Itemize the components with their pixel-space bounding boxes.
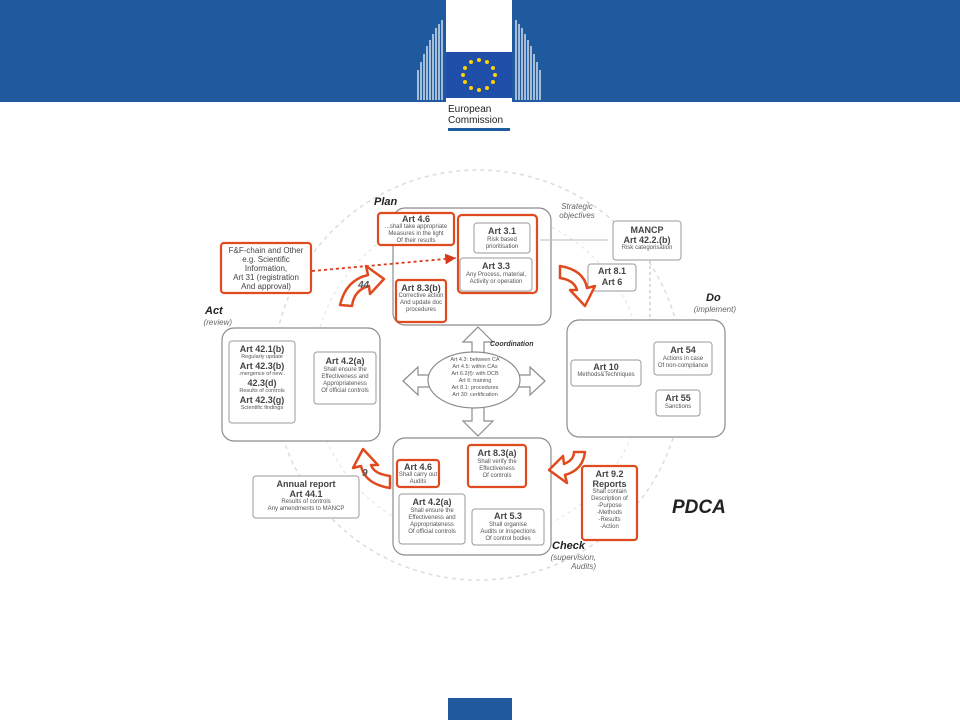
check-art42a-line1: Shall ensure the xyxy=(410,508,454,514)
coord-line6: Art 30: certification xyxy=(452,392,498,398)
act-a42a-line3: Appropriateness xyxy=(323,381,367,387)
arrow-44-label: 44 xyxy=(358,280,370,291)
plan-art31-line1: Risk based xyxy=(487,237,517,243)
plan-art83b-line2: And update doc xyxy=(399,300,443,306)
act-a421b-sub: Regularly update xyxy=(241,354,283,360)
coordination-text xyxy=(430,357,520,399)
act-label: Act xyxy=(205,305,223,317)
pdca-label: PDCA xyxy=(672,497,726,518)
annual-article: Art 44.1 xyxy=(289,489,323,499)
annual-title: Annual report xyxy=(276,479,336,489)
check-art53-text xyxy=(472,511,544,543)
plan-art33-title: Art 3.3 xyxy=(481,261,510,271)
annual-line4: Any amendments to MANCP xyxy=(267,506,345,512)
check-art53-line2: Audits or inspections xyxy=(480,529,536,535)
act-a421b: Art 42.1(b) xyxy=(239,344,285,354)
check-art83a-title: Art 8.3(a) xyxy=(477,448,517,458)
check-art42a-line2: Effectiveness and xyxy=(408,515,456,521)
ff-chain-text xyxy=(221,246,311,291)
check-art42a-text xyxy=(399,497,465,536)
footer-tab xyxy=(448,698,512,720)
coordination-label: Coordination xyxy=(490,341,534,348)
check-art53-line1: Shall organise xyxy=(488,522,528,528)
do-art54-line1: Actions in case xyxy=(662,356,704,362)
ff-line3: Information, xyxy=(244,264,288,273)
check-art83a-line1: Shall verify the xyxy=(477,459,517,465)
check-art46-title: Art 4.6 xyxy=(403,462,432,472)
check-art42a-line4: Of official controls xyxy=(408,529,456,535)
do-art55-text xyxy=(656,393,700,411)
art81-text xyxy=(588,266,636,288)
strategic-line1: Strategic xyxy=(561,202,593,211)
check-art46-line2: Audits xyxy=(409,479,427,485)
do-art54-line2: Of non-compliance xyxy=(657,363,709,369)
act-a42a-line4: Of official controls xyxy=(321,388,369,394)
plan-art46-line2: Measures in the light xyxy=(388,231,444,237)
check-sub-line2: Audits) xyxy=(571,562,596,571)
plan-art83b-title: Art 8.3(b) xyxy=(401,283,441,293)
coord-line4: Art 6: training xyxy=(458,378,492,384)
ff-line4: Art 31 (registration xyxy=(233,273,299,282)
act-a42a-line1: Shall ensure the xyxy=(323,367,367,373)
art92-title: Art 9.2 xyxy=(595,469,624,479)
check-sub-line1: (supervision, xyxy=(550,553,596,562)
annual-report-text xyxy=(253,479,359,513)
do-art54-text xyxy=(654,345,712,370)
logo-line1: European xyxy=(448,104,492,115)
art92-line8: -Action xyxy=(600,524,619,530)
art92-subtitle: Reports xyxy=(592,479,627,489)
plan-art83b-line3: procedures xyxy=(405,307,437,313)
check-art83a-line2: Effectiveness xyxy=(479,466,515,472)
plan-art46-line3: Of their results xyxy=(396,238,436,244)
art81-line1: Art 8.1 xyxy=(597,266,626,276)
mancp-article: Art 42.2.(b) xyxy=(623,235,671,245)
art92-line3: Shall contain xyxy=(592,489,627,495)
act-art42-text xyxy=(229,344,295,412)
ff-line5: And approval) xyxy=(241,282,291,291)
act-sub-label: (review) xyxy=(203,318,232,327)
art81-line2: Art 6 xyxy=(601,277,623,287)
check-art83a-text xyxy=(468,448,526,480)
act-a423d-sub: Results of controls xyxy=(239,388,285,394)
mancp-text xyxy=(613,225,681,252)
check-art53-title: Art 5.3 xyxy=(493,511,522,521)
do-art10-title: Art 10 xyxy=(593,362,619,372)
do-to-check-arrow xyxy=(549,452,585,483)
do-art10-text xyxy=(571,362,641,379)
plan-art33-line1: Any Process, material, xyxy=(465,272,527,278)
do-art10-line1: Methods&Techniques xyxy=(577,372,635,378)
check-sub-label xyxy=(550,553,596,571)
act-a423b: Art 42.3(b) xyxy=(239,361,285,371)
check-label: Check xyxy=(552,540,586,552)
logo-line2: Commission xyxy=(448,115,504,126)
plan-art46-text xyxy=(378,214,454,245)
check-art83a-line3: Of controls xyxy=(482,473,512,479)
check-art42a-title: Art 4.2(a) xyxy=(412,497,452,507)
act-a423b-sub: .mergence of new.. xyxy=(238,371,286,377)
annual-line3: Results of controls xyxy=(281,499,331,505)
act-a423d: 42.3(d) xyxy=(247,378,277,388)
plan-art33-line2: Activity or operation xyxy=(469,279,523,285)
mancp-line3: Risk categorisation xyxy=(621,245,673,251)
plan-art31-text xyxy=(474,226,530,251)
check-art46-text xyxy=(397,462,439,486)
plan-art33-text xyxy=(460,261,532,286)
art92-line5: -Purpose xyxy=(597,503,622,509)
art92-line4: Description of xyxy=(591,496,628,502)
plan-art46-title: Art 4.6 xyxy=(401,214,430,224)
coord-line1: Art 4.3: between CA xyxy=(450,357,500,363)
coord-line2: Art 4.5: within CAs xyxy=(452,364,498,370)
strategic-objectives-label xyxy=(555,202,599,220)
do-art55-line1: Sanctions xyxy=(664,404,692,410)
plan-art83b-text xyxy=(396,283,446,314)
check-art42a-line3: Appropriateness xyxy=(410,522,454,528)
art92-line7: -Results xyxy=(598,517,621,523)
art92-line6: -Methods xyxy=(596,510,622,516)
ff-line1: F&F-chain and Other xyxy=(228,246,304,255)
check-art53-line3: Of control bodies xyxy=(485,536,531,542)
art92-text xyxy=(582,469,637,531)
do-art54-title: Art 54 xyxy=(670,345,696,355)
plan-label: Plan xyxy=(374,196,398,208)
arrow-9-label: 9 xyxy=(362,468,368,479)
act-a423g: Art 42.3(g) xyxy=(239,395,285,405)
act-a42a-line2: Effectiveness and xyxy=(321,374,369,380)
coord-line3: Art 6.2(f): with DCB xyxy=(451,371,499,377)
plan-art83b-line1: Corrective action xyxy=(398,293,444,299)
do-sub-label: (implement) xyxy=(693,305,736,314)
act-art42a-text xyxy=(314,356,376,395)
strategic-line2: objectives xyxy=(559,211,595,220)
coord-line5: Art 8.1: procedures xyxy=(451,385,499,391)
do-art55-title: Art 55 xyxy=(665,393,691,403)
plan-art46-line1: ...shall take appropriate xyxy=(384,224,448,230)
do-label: Do xyxy=(706,292,721,304)
check-art46-line1: Shall carry out xyxy=(398,472,438,478)
plan-art31-line2: prioritisation xyxy=(485,244,519,250)
ff-line2: e.g. Scientific xyxy=(242,255,290,264)
act-a42a-title: Art 4.2(a) xyxy=(325,356,365,366)
act-a423g-sub: Scientific findings xyxy=(240,405,284,411)
plan-art31-title: Art 3.1 xyxy=(487,226,516,236)
mancp-title: MANCP xyxy=(630,225,664,235)
